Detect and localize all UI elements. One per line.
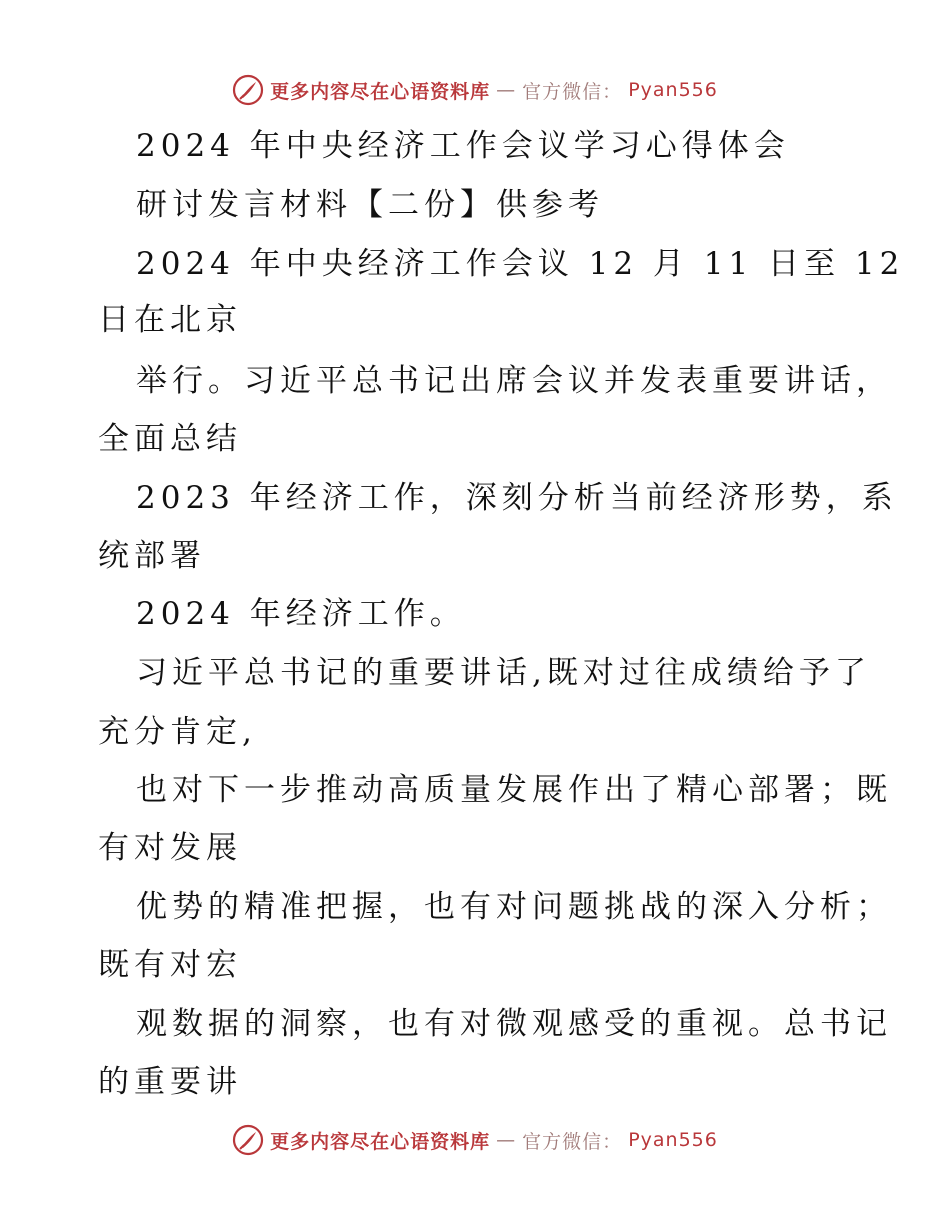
paragraph-line: 2024 年经济工作。: [136, 596, 466, 632]
feather-pen-logo-icon: [232, 74, 264, 106]
watermark-official-label: 官方微信：: [522, 1130, 623, 1153]
paragraph-line: 统部署: [98, 538, 206, 574]
watermark-separator: —: [496, 79, 517, 101]
paragraph-line: 充分肯定,: [98, 714, 257, 750]
paragraph-line: 优势的精准把握，也有对问题挑战的深入分析；: [136, 889, 892, 925]
watermark-text: 更多内容尽在心语资料库: [270, 80, 491, 103]
paragraph-line: 既有对宏: [98, 947, 242, 983]
watermark-official-label: 官方微信：: [522, 80, 623, 103]
paragraph-line: 日在北京: [98, 302, 242, 338]
paragraph-line: 习近平总书记的重要讲话,既对过往成绩给予了: [136, 655, 871, 691]
watermark-separator: —: [496, 1129, 517, 1151]
feather-pen-logo-icon: [232, 1124, 264, 1156]
watermark-handle: Pyan556: [628, 1129, 718, 1151]
paragraph-line: 观数据的洞察，也有对微观感受的重视。总书记: [136, 1006, 892, 1042]
paragraph-line: 也对下一步推动高质量发展作出了精心部署；既: [136, 772, 892, 808]
document-title-line-2: 研讨发言材料【二份】供参考: [136, 187, 604, 223]
paragraph-line: 全面总结: [98, 421, 242, 457]
paragraph-line: 有对发展: [98, 830, 242, 866]
watermark-text: 更多内容尽在心语资料库: [270, 1130, 491, 1153]
document-title-line-1: 2024 年中央经济工作会议学习心得体会: [136, 128, 790, 164]
header-watermark: [0, 74, 950, 106]
paragraph-line: 举行。习近平总书记出席会议并发表重要讲话，: [136, 363, 892, 399]
paragraph-line: 的重要讲: [98, 1064, 242, 1100]
paragraph-line: 2024 年中央经济工作会议 12 月 11 日至 12: [136, 246, 905, 282]
footer-watermark: [0, 1124, 950, 1156]
watermark-handle: Pyan556: [628, 79, 718, 101]
paragraph-line: 2023 年经济工作，深刻分析当前经济形势，系: [136, 480, 898, 516]
